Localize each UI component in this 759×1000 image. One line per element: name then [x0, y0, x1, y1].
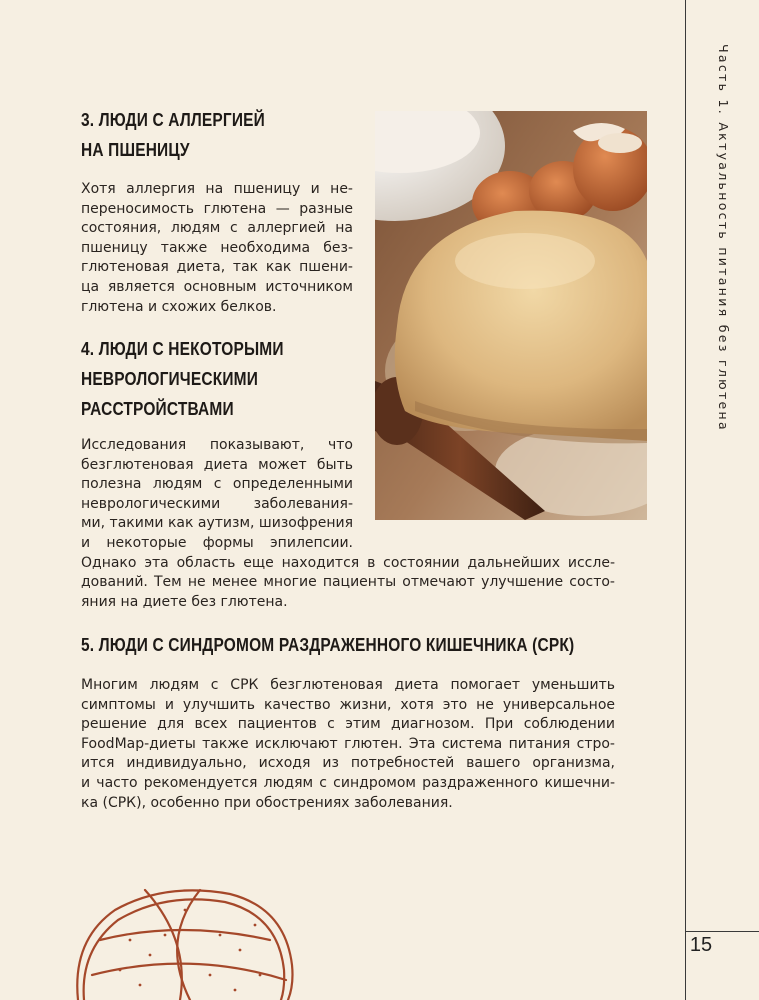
dough-photo-illustration [375, 111, 647, 520]
text-line: яния на диете без глютена. [81, 593, 288, 610]
text-line: ка (СРК), особенно при обострениях заболевания. [81, 794, 453, 811]
section-4-heading [81, 334, 284, 424]
text-line: и некоторые формы эпилепсии. [81, 534, 353, 551]
text-line: симптомы и улучшить качество жизни, хотя это не универсальное [81, 696, 615, 713]
text-line: состояния, людям с аллергией на [81, 220, 353, 237]
dough-photo [375, 111, 647, 520]
page-number: 15 [689, 934, 713, 956]
text-line: неврологическими заболевания- [81, 495, 353, 512]
section-5-heading [81, 630, 574, 660]
section-5-paragraph [81, 676, 615, 813]
running-head: Часть 1. Актуальность питания без глютена [716, 44, 731, 432]
text-line: Многим людям с СРК безглютеновая диета помогает уменьшить [81, 677, 615, 693]
margin-rule [685, 0, 686, 1000]
text-line: Однако эта область еще находится в состоянии дальнейших иссле- [81, 554, 615, 571]
page-number-rule [685, 931, 759, 932]
text-line: Хотя аллергия на пшеницу и не- [81, 181, 353, 197]
heading-line: РАССТРОЙСТВАМИ [81, 399, 234, 419]
heading-line: 4. ЛЮДИ С НЕКОТОРЫМИ [81, 339, 284, 359]
text-line: ца является основным источником [81, 278, 353, 295]
text-line: переносимость глютена — разные [81, 200, 353, 217]
text-line: полезна людям с определенными [81, 476, 353, 493]
section-4-paragraph-continued [81, 554, 615, 613]
heading-line: НА ПШЕНИЦУ [81, 140, 190, 160]
section-3-paragraph [81, 180, 353, 317]
section-3-heading [81, 105, 265, 165]
text-line: FoodMap-диеты также исключают глютен. Эта система питания стро- [81, 735, 615, 752]
heading-line: 5. ЛЮДИ С СИНДРОМОМ РАЗДРАЖЕННОГО КИШЕЧНИКА (СРК) [81, 635, 575, 655]
text-line: глютеновая диета, так как пшени- [81, 259, 353, 276]
text-line: ится индивидуально, исходя из потребностей вашего организма, [81, 755, 615, 772]
heading-line: НЕВРОЛОГИЧЕСКИМИ [81, 369, 258, 389]
heading-line: 3. ЛЮДИ С АЛЛЕРГИЕЙ [81, 110, 265, 130]
text-line: ми, такими как аутизм, шизофрения [81, 515, 353, 532]
text-line: решение для всех пациентов с этим диагнозом. При соблюдении [81, 716, 615, 733]
text-line: дований. Тем не менее многие пациенты отмечают улучшение состо- [81, 574, 615, 591]
text-line: безглютеновая диета может быть [81, 456, 353, 473]
text-line: Исследования показывают, что [81, 437, 353, 453]
section-4-paragraph [81, 436, 353, 554]
text-line: и часто рекомендуется людям с синдромом раздраженного кишечни- [81, 774, 615, 791]
text-line: пшеницу также необходима без- [81, 239, 353, 256]
bread-doodle-icon [70, 880, 300, 1000]
text-line: глютена и схожих белков. [81, 298, 277, 315]
